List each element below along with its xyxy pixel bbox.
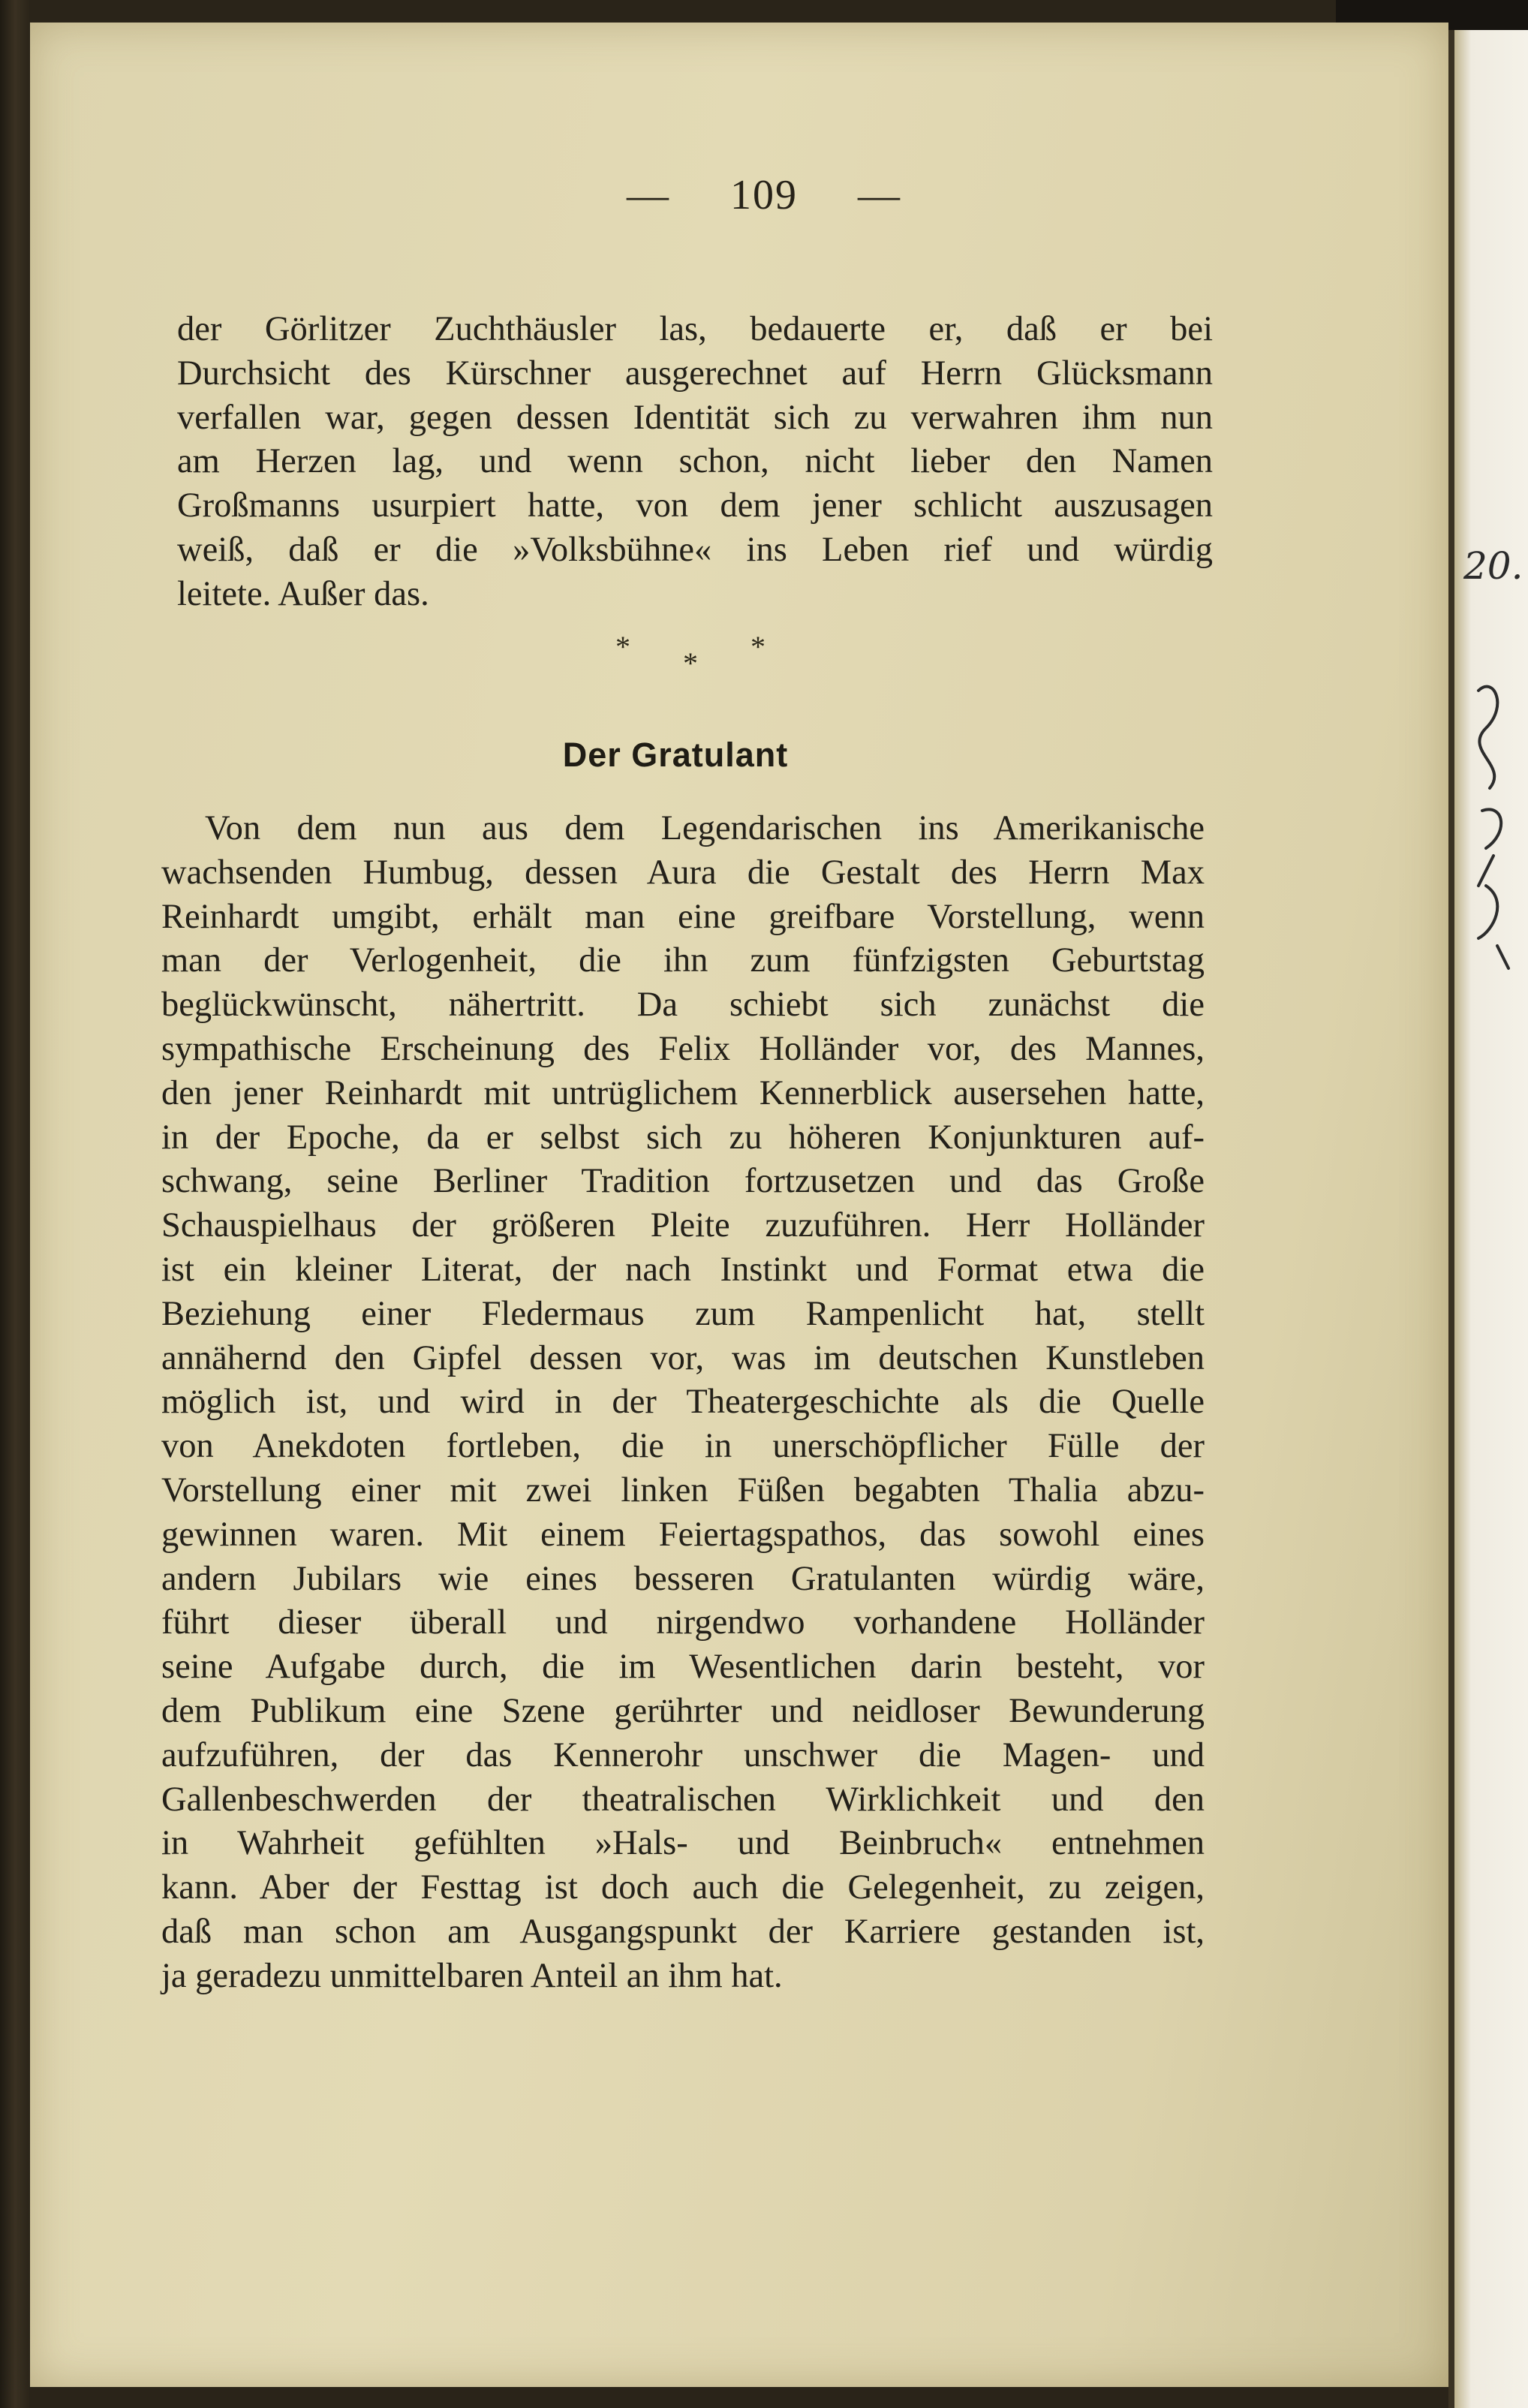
text-line: möglich ist, und wird in der Theatergeschichte als die Quelle — [161, 1383, 1205, 1422]
text-line: am Herzen lag, und wenn schon, nicht lieber den Namen — [177, 442, 1213, 481]
text-line: leitete. Außer das. — [177, 574, 429, 613]
text-line: ja geradezu unmittelbaren Anteil an ihm hat. — [161, 1956, 783, 1995]
folio-dash-right: — — [858, 172, 901, 218]
text-line: den jener Reinhardt mit untrüglichem Kennerblick ausersehen hatte, — [161, 1073, 1205, 1112]
text-line: in Wahrheit gefühlten »Hals- und Beinbruch« entnehmen — [161, 1824, 1205, 1863]
section-heading: Der Gratulant — [562, 736, 789, 774]
separator-star: * — [683, 646, 698, 680]
text-line: der Görlitzer Zuchthäusler las, bedauerte er, daß er bei — [177, 310, 1213, 348]
text-line: Schauspielhaus der größeren Pleite zuzuführen. Herr Holländer — [161, 1206, 1205, 1245]
text-line: weiß, daß er die »Volksbühne« ins Leben rief und würdig — [177, 530, 1213, 569]
text-line: Gallenbeschwerden der theatralischen Wirklichkeit und den — [161, 1780, 1205, 1819]
text-line: verfallen war, gegen dessen Identität sich zu verwahren ihm nun — [177, 398, 1213, 437]
page-number: 109 — [730, 172, 798, 218]
text-line: beglückwünscht, nähertritt. Da schiebt sich zunächst die — [161, 986, 1205, 1025]
page-gutter — [1448, 30, 1454, 2408]
paragraph-gratulant — [161, 807, 1205, 1999]
facing-page-edge — [1452, 30, 1528, 2408]
text-line: daß man schon am Ausgangspunkt der Karriere gestanden ist, — [161, 1912, 1205, 1951]
text-line: andern Jubilars wie eines besseren Gratulanten würdig wäre, — [161, 1559, 1205, 1598]
text-line: seine Aufgabe durch, die im Wesentlichen darin besteht, vor — [161, 1648, 1205, 1687]
separator-star: * — [615, 630, 630, 664]
section-separator — [600, 629, 781, 680]
text-line: dem Publikum eine Szene gerührter und neidloser Bewunderung — [161, 1691, 1205, 1730]
text-line: Großmanns usurpiert hatte, von dem jener schlicht auszusagen — [177, 486, 1213, 525]
text-line: Beziehung einer Fledermaus zum Rampenlicht hat, stellt — [161, 1294, 1205, 1333]
text-line: Von dem nun aus dem Legendarischen ins Amerikanische — [205, 809, 1205, 847]
text-line: gewinnen waren. Mit einem Feiertagspathos, das sowohl eines — [161, 1515, 1205, 1554]
text-line: von Anekdoten fortleben, die in unerschöpflicher Fülle der — [161, 1427, 1205, 1466]
text-line: sympathische Erscheinung des Felix Holländer vor, des Mannes, — [161, 1029, 1205, 1068]
text-line: Reinhardt umgibt, erhält man eine greifbare Vorstellung, wenn — [161, 897, 1205, 936]
text-line: in der Epoche, da er selbst sich zu höheren Konjunkturen auf- — [161, 1118, 1205, 1157]
text-line: Durchsicht des Kürschner ausgerechnet auf Herrn Glücksmann — [177, 354, 1213, 393]
text-line: ist ein kleiner Literat, der nach Instinkt und Format etwa die — [161, 1250, 1205, 1289]
text-line: führt dieser überall und nirgendwo vorhandene Holländer — [161, 1603, 1205, 1642]
text-line: aufzuführen, der das Kennerohr unschwer die Magen- und — [161, 1735, 1205, 1774]
handwritten-scribble — [1463, 661, 1523, 976]
text-line: kann. Aber der Festtag ist doch auch die Gelegenheit, zu zeigen, — [161, 1868, 1205, 1907]
paragraph-continued — [177, 308, 1213, 617]
handwritten-margin-note: 20. — [1463, 544, 1523, 588]
text-line: annähernd den Gipfel dessen vor, was im deutschen Kunstleben — [161, 1338, 1205, 1377]
text-line: Vorstellung einer mit zwei linken Füßen begabten Thalia abzu- — [161, 1470, 1205, 1510]
text-line: man der Verlogenheit, die ihn zum fünfzigsten Geburtstag — [161, 941, 1205, 980]
text-line: wachsenden Humbug, dessen Aura die Gestalt des Herrn Max — [161, 853, 1205, 892]
separator-star: * — [750, 630, 766, 664]
folio-dash-left: — — [627, 172, 670, 218]
page-folio — [0, 171, 1528, 219]
text-line: schwang, seine Berliner Tradition fortzusetzen und das Große — [161, 1162, 1205, 1201]
